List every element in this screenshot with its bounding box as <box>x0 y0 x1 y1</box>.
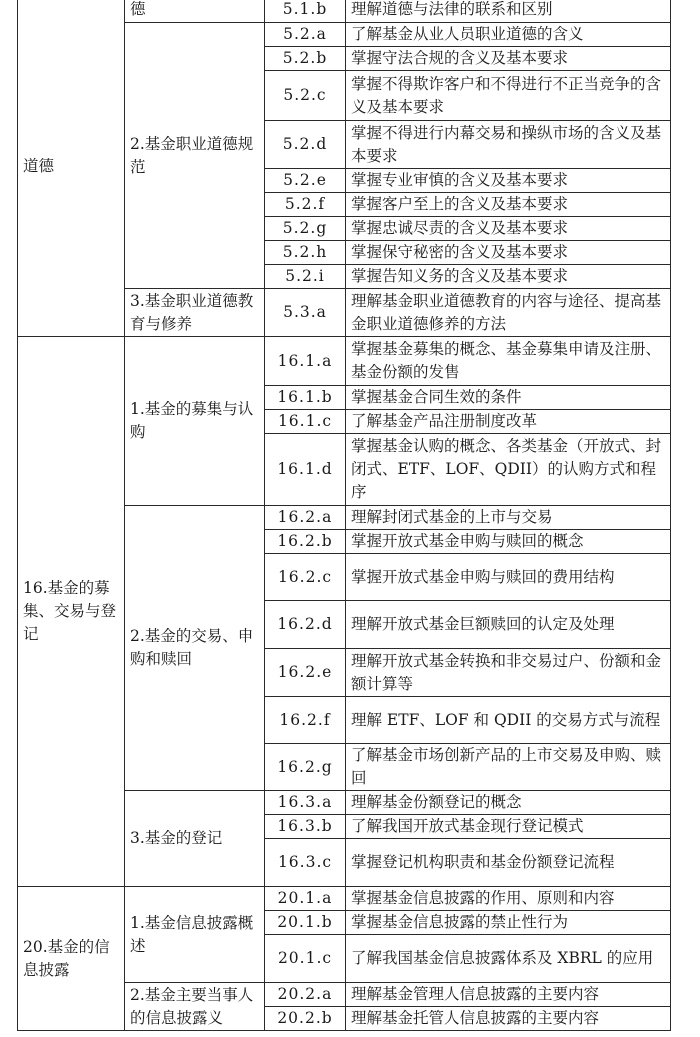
item-code: 5.1.b <box>282 0 328 18</box>
section-cell <box>125 289 265 337</box>
item-code: 20.1.a <box>277 889 333 907</box>
item-code-cell <box>265 217 346 241</box>
requirement-text: 掌握基金信息披露的作用、原则和内容 <box>351 889 615 907</box>
requirement-text: 理解基金管理人信息披露的主要内容 <box>351 985 600 1003</box>
requirement-text: 掌握不得进行内幕交易和操纵市场的含义及基本要求 <box>351 123 662 165</box>
requirement-cell <box>346 554 671 601</box>
requirement-cell <box>346 791 671 815</box>
item-code-cell <box>265 887 346 911</box>
item-code-cell <box>265 434 346 506</box>
requirement-cell <box>346 983 671 1007</box>
item-code-cell <box>265 601 346 649</box>
item-code-cell <box>265 47 346 71</box>
item-code-cell <box>265 697 346 744</box>
section-title: 2.基金主要当事人的信息披露义 <box>130 985 254 1027</box>
requirement-text: 掌握开放式基金申购与赎回的概念 <box>351 532 584 550</box>
item-code: 5.2.h <box>282 243 328 261</box>
section-cell <box>125 23 265 289</box>
requirement-cell <box>346 217 671 241</box>
syllabus-table <box>17 0 671 1031</box>
requirement-text: 掌握基金认购的概念、各类基金（开放式、封闭式、ETF、LOF、QDII）的认购方式和程序 <box>351 437 662 501</box>
requirement-cell <box>346 506 671 530</box>
requirement-cell <box>346 386 671 410</box>
item-code: 5.2.b <box>282 49 328 67</box>
item-code: 5.2.i <box>285 267 325 285</box>
requirement-cell <box>346 530 671 554</box>
requirement-text: 理解道德与法律的联系和区别 <box>351 0 553 18</box>
section-title: 2.基金的交易、申购和赎回 <box>130 627 254 668</box>
chapter-cell <box>18 337 125 887</box>
requirement-cell <box>346 815 671 839</box>
requirement-text: 掌握忠诚尽责的含义及基本要求 <box>351 219 569 237</box>
requirement-text: 理解基金托管人信息披露的主要内容 <box>351 1009 600 1027</box>
table-row <box>18 337 671 386</box>
item-code: 16.2.e <box>277 663 333 681</box>
section-title: 2.基金职业道德规范 <box>130 134 254 176</box>
item-code: 5.2.c <box>283 86 327 104</box>
section-title: 3.基金职业道德教育与修养 <box>130 291 254 333</box>
requirement-cell <box>346 193 671 217</box>
requirement-text: 理解基金职业道德教育的内容与途径、提高基金职业道德修养的方法 <box>351 291 662 333</box>
item-code-cell <box>265 911 346 935</box>
item-code: 16.3.a <box>277 793 333 811</box>
item-code-cell <box>265 193 346 217</box>
table-row <box>18 887 671 911</box>
section-title: 3.基金的登记 <box>130 829 223 847</box>
requirement-text: 理解开放式基金巨额赎回的认定及处理 <box>351 615 615 633</box>
chapter-cell <box>18 0 125 337</box>
requirement-cell <box>346 911 671 935</box>
requirement-cell <box>346 169 671 193</box>
requirement-cell <box>346 0 671 23</box>
requirement-cell <box>346 935 671 983</box>
chapter-title: 20.基金的信息披露 <box>23 937 110 979</box>
requirement-text: 掌握开放式基金申购与赎回的费用结构 <box>351 567 615 586</box>
item-code-cell <box>265 121 346 169</box>
section-title: 德 <box>130 0 146 18</box>
item-code: 16.3.b <box>277 817 333 835</box>
requirement-text: 掌握基金合同生效的条件 <box>351 388 522 406</box>
requirement-cell <box>346 839 671 887</box>
item-code: 5.2.e <box>283 171 327 189</box>
item-code: 16.1.a <box>277 351 333 370</box>
requirement-cell <box>346 71 671 121</box>
chapter-title: 16.基金的募集、交易与登记 <box>23 579 117 643</box>
item-code: 16.2.c <box>277 567 333 586</box>
requirement-cell <box>346 744 671 791</box>
requirement-cell <box>346 410 671 434</box>
item-code: 16.2.f <box>279 710 331 729</box>
requirement-text: 了解基金从业人员职业道德的含义 <box>351 25 584 43</box>
requirement-text: 掌握告知义务的含义及基本要求 <box>351 267 569 285</box>
item-code-cell <box>265 791 346 815</box>
item-code: 20.2.b <box>277 1009 333 1027</box>
item-code: 16.2.g <box>277 757 333 776</box>
item-code: 16.2.a <box>277 508 333 526</box>
section-cell <box>125 887 265 983</box>
item-code-cell <box>265 410 346 434</box>
requirement-text: 了解我国开放式基金现行登记模式 <box>351 817 584 835</box>
section-cell <box>125 337 265 506</box>
item-code-cell <box>265 337 346 386</box>
item-code-cell <box>265 265 346 289</box>
requirement-text: 掌握基金信息披露的禁止性行为 <box>351 913 569 931</box>
requirement-cell <box>346 265 671 289</box>
requirement-cell <box>346 649 671 697</box>
requirement-text: 理解开放式基金转换和非交易过户、份额和金额计算等 <box>351 651 662 693</box>
item-code-cell <box>265 23 346 47</box>
requirement-text: 掌握基金募集的概念、基金募集申请及注册、基金份额的发售 <box>351 340 662 381</box>
item-code: 5.2.f <box>284 195 326 213</box>
requirement-text: 了解基金市场创新产品的上市交易及申购、赎回 <box>351 746 662 787</box>
item-code-cell <box>265 241 346 265</box>
requirement-text: 理解基金份额登记的概念 <box>351 793 522 811</box>
item-code: 16.1.c <box>277 412 333 430</box>
item-code: 16.1.b <box>277 388 333 406</box>
syllabus-table-body <box>18 0 671 1031</box>
chapter-title: 道德 <box>23 157 55 175</box>
item-code: 5.2.a <box>283 25 327 43</box>
item-code: 20.1.c <box>277 949 333 967</box>
item-code-cell <box>265 169 346 193</box>
table-row <box>18 0 671 23</box>
requirement-cell <box>346 697 671 744</box>
item-code: 16.2.b <box>277 532 333 550</box>
item-code: 20.1.b <box>277 913 333 931</box>
requirement-text: 理解 ETF、LOF 和 QDII 的交易方式与流程 <box>351 710 661 729</box>
requirement-text: 掌握专业审慎的含义及基本要求 <box>351 171 569 189</box>
item-code: 16.1.d <box>277 460 333 478</box>
requirement-cell <box>346 23 671 47</box>
requirement-text: 掌握守法合规的含义及基本要求 <box>351 49 569 67</box>
item-code-cell <box>265 506 346 530</box>
requirement-text: 掌握保守秘密的含义及基本要求 <box>351 243 569 261</box>
section-cell <box>125 0 265 23</box>
requirement-cell <box>346 887 671 911</box>
requirement-cell <box>346 241 671 265</box>
item-code-cell <box>265 530 346 554</box>
item-code-cell <box>265 649 346 697</box>
requirement-text: 理解封闭式基金的上市与交易 <box>351 508 553 526</box>
requirement-text: 了解我国基金信息披露体系及 XBRL 的应用 <box>351 949 654 967</box>
requirement-text: 掌握客户至上的含义及基本要求 <box>351 195 569 213</box>
item-code: 20.2.a <box>277 985 333 1003</box>
requirement-cell <box>346 121 671 169</box>
item-code-cell <box>265 554 346 601</box>
item-code: 5.2.g <box>282 219 328 237</box>
section-title: 1.基金的募集与认购 <box>130 400 254 441</box>
item-code: 5.2.d <box>282 135 328 153</box>
requirement-text: 掌握登记机构职责和基金份额登记流程 <box>351 853 615 871</box>
requirement-cell <box>346 601 671 649</box>
requirement-cell <box>346 289 671 337</box>
item-code-cell <box>265 983 346 1007</box>
item-code: 16.2.d <box>277 615 333 633</box>
item-code-cell <box>265 839 346 887</box>
item-code-cell <box>265 386 346 410</box>
item-code-cell <box>265 744 346 791</box>
requirement-cell <box>346 434 671 506</box>
section-cell <box>125 791 265 887</box>
item-code: 16.3.c <box>277 853 333 871</box>
item-code-cell <box>265 935 346 983</box>
section-cell <box>125 983 265 1031</box>
item-code-cell <box>265 815 346 839</box>
requirement-cell <box>346 47 671 71</box>
section-title: 1.基金信息披露概述 <box>130 913 254 955</box>
section-cell <box>125 506 265 791</box>
requirement-text: 了解基金产品注册制度改革 <box>351 412 538 430</box>
item-code-cell <box>265 289 346 337</box>
requirement-cell <box>346 337 671 386</box>
item-code-cell <box>265 0 346 23</box>
item-code-cell <box>265 71 346 121</box>
requirement-text: 掌握不得欺诈客户和不得进行不正当竞争的含义及基本要求 <box>351 74 662 116</box>
item-code-cell <box>265 1007 346 1031</box>
chapter-cell <box>18 887 125 1031</box>
requirement-cell <box>346 1007 671 1031</box>
item-code: 5.3.a <box>283 303 327 321</box>
